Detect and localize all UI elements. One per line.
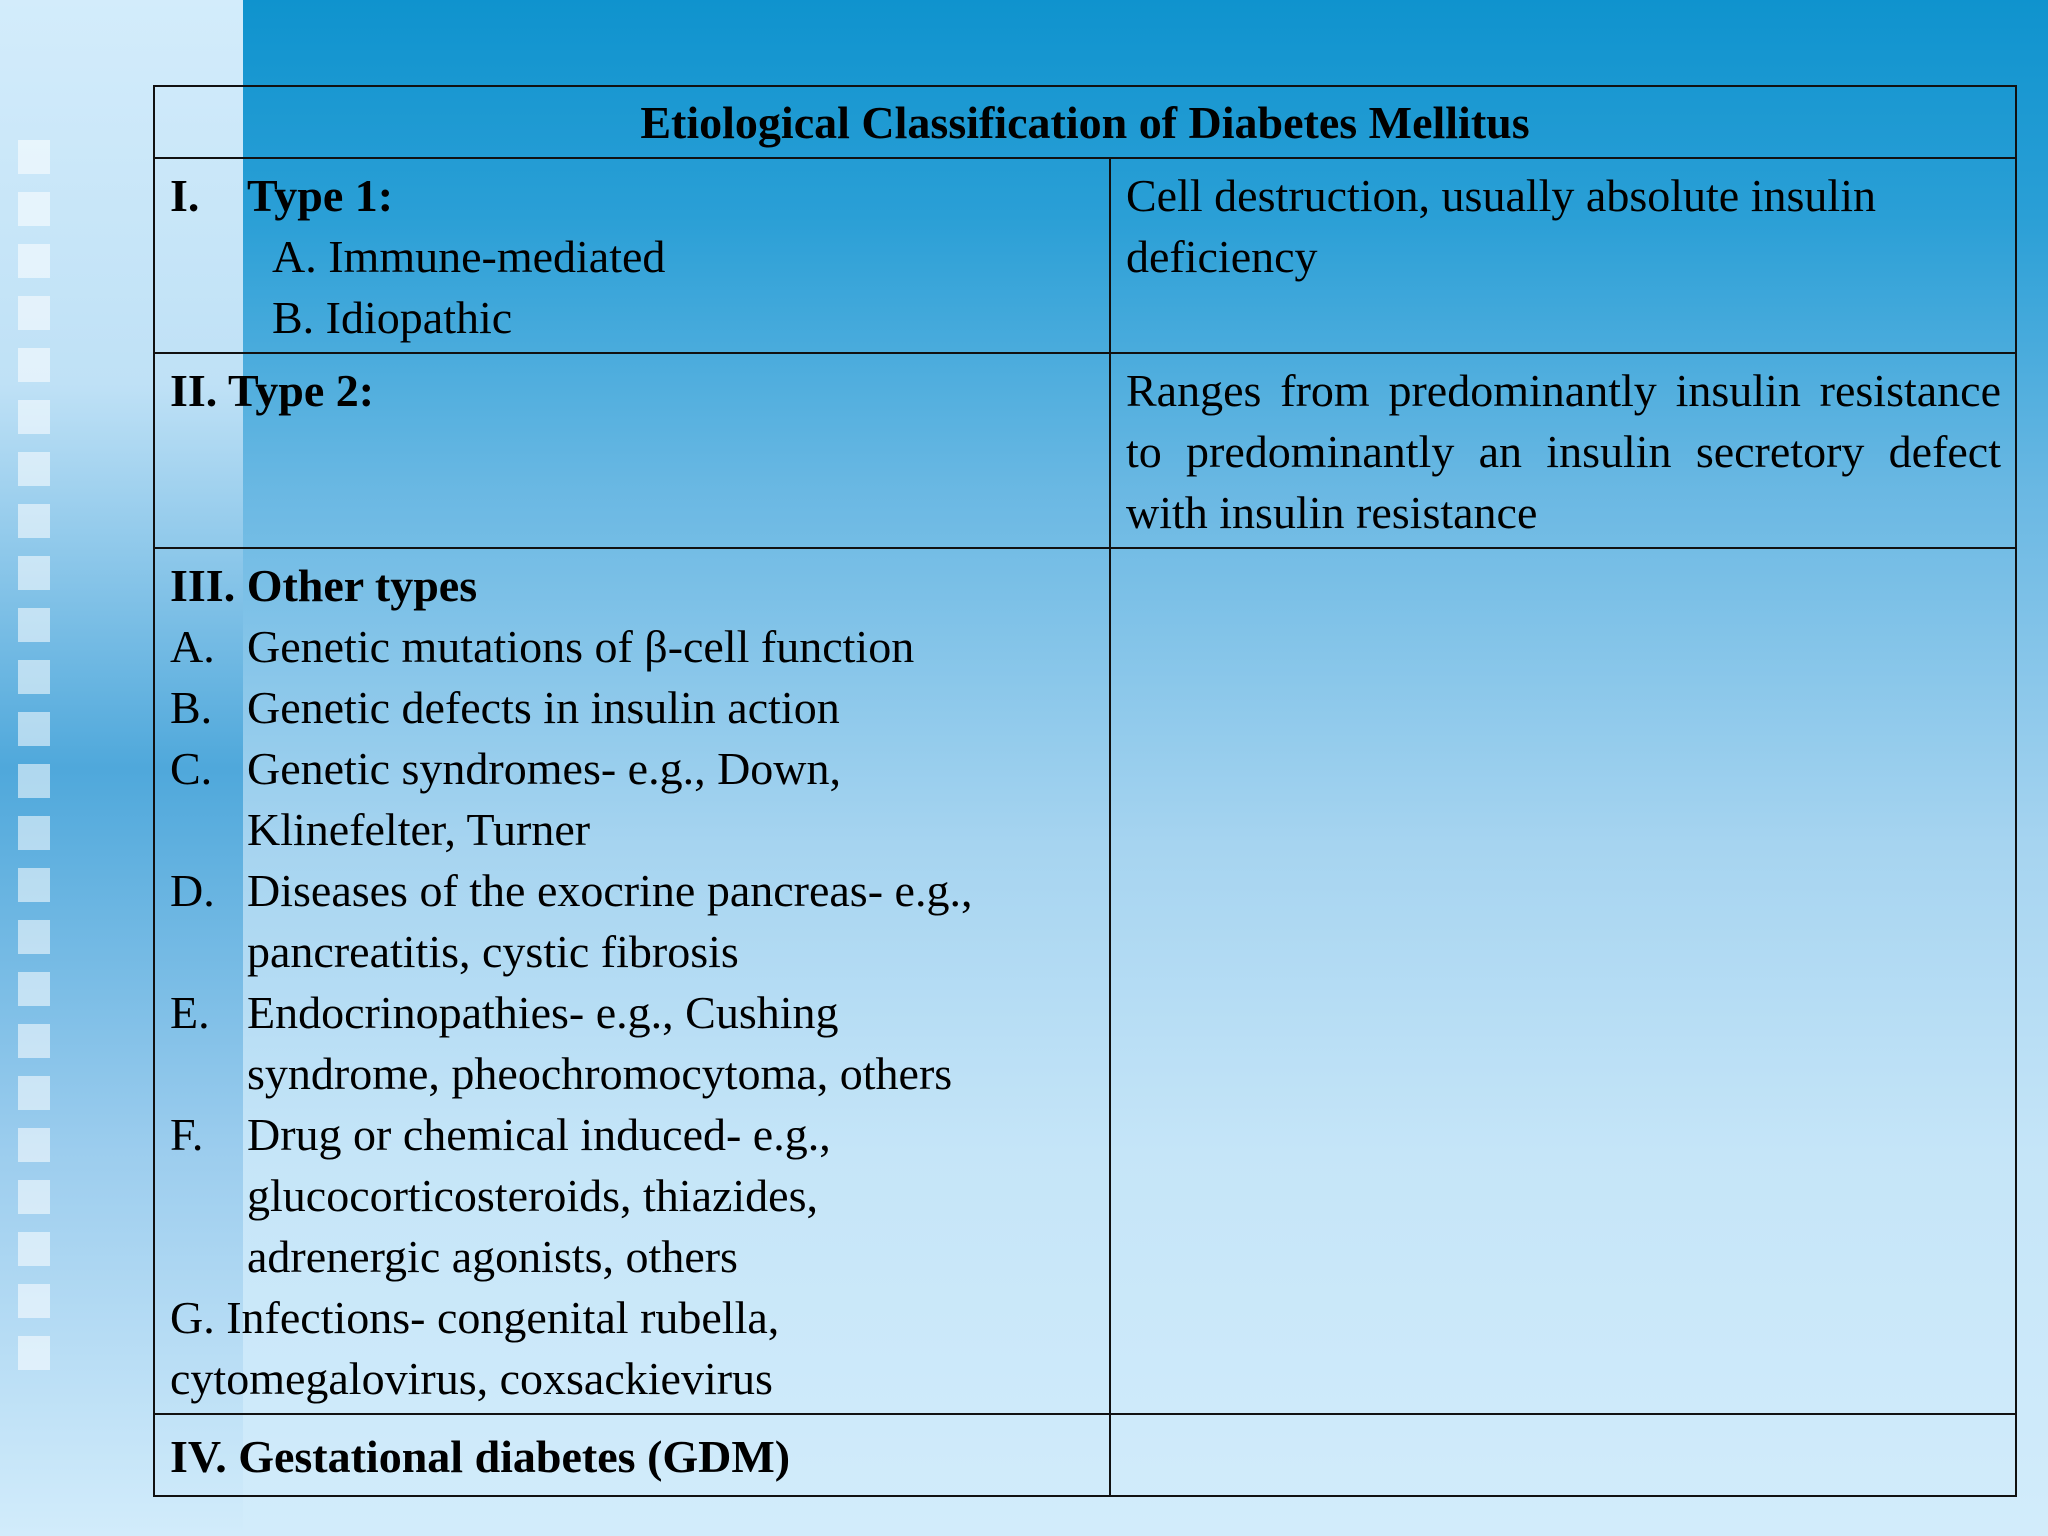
list-item-text: Genetic defects in insulin action	[247, 682, 840, 733]
type2-cell	[154, 353, 1110, 548]
type1-heading: Type 1:	[247, 170, 394, 221]
list-item-letter: E.	[170, 987, 210, 1038]
type1-cell	[154, 158, 1110, 353]
list-item-text: Genetic mutations of β-cell function	[247, 621, 915, 672]
list-item-text: Genetic syndromes- e.g., Down, Klinefelter, Turner	[247, 743, 842, 855]
list-item-letter: F.	[170, 1109, 204, 1160]
table-title-row	[154, 86, 2016, 158]
classification-table	[153, 85, 2017, 1497]
other-types-cell	[154, 548, 1110, 1414]
list-item-text: Diseases of the exocrine pancreas- e.g., pancreatitis, cystic fibrosis	[247, 865, 973, 977]
other-types-row	[154, 548, 2016, 1414]
decorative-squares	[18, 140, 52, 1400]
gdm-heading: IV. Gestational diabetes (GDM)	[170, 1430, 791, 1482]
list-item-letter: C.	[170, 743, 213, 794]
list-item-letter: D.	[170, 865, 215, 916]
gdm-row	[154, 1414, 2016, 1496]
list-item	[170, 1104, 1095, 1287]
list-item-text: Drug or chemical induced- e.g., glucocorticosteroids, thiazides, adrenergic agonists, others	[247, 1109, 831, 1282]
gdm-cell	[154, 1414, 1110, 1496]
type1-row	[154, 158, 2016, 353]
other-types-empty-cell	[1110, 548, 2016, 1414]
table-title: Etiological Classification of Diabetes Mellitus	[154, 86, 2016, 158]
list-item	[170, 982, 1095, 1104]
type1-numeral: I.	[170, 170, 200, 221]
type2-heading: II. Type 2:	[170, 365, 375, 416]
type1-description-cell	[1110, 158, 2016, 353]
list-item-text: Endocrinopathies- e.g., Cushing syndrome, pheochromocytoma, others	[247, 987, 953, 1099]
type1-description: Cell destruction, usually absolute insulin deficiency	[1126, 170, 1876, 282]
list-item	[170, 860, 1095, 982]
type2-description-cell	[1110, 353, 2016, 548]
list-item-last: G. Infections- congenital rubella, cytomegalovirus, coxsackievirus	[170, 1292, 780, 1404]
type1-subtype: A. Immune-mediated	[272, 231, 666, 282]
type2-row	[154, 353, 2016, 548]
type2-description: Ranges from predominantly insulin resistance to predominantly an insulin secretory defect with insulin resistance	[1126, 365, 2002, 538]
list-item-letter: A.	[170, 621, 215, 672]
gdm-empty-cell	[1110, 1414, 2016, 1496]
list-item	[170, 677, 1095, 738]
list-item	[170, 616, 1095, 677]
other-types-heading: III. Other types	[170, 560, 478, 611]
type1-subtype: B. Idiopathic	[272, 292, 513, 343]
list-item-letter: B.	[170, 682, 213, 733]
list-item	[170, 738, 1095, 860]
